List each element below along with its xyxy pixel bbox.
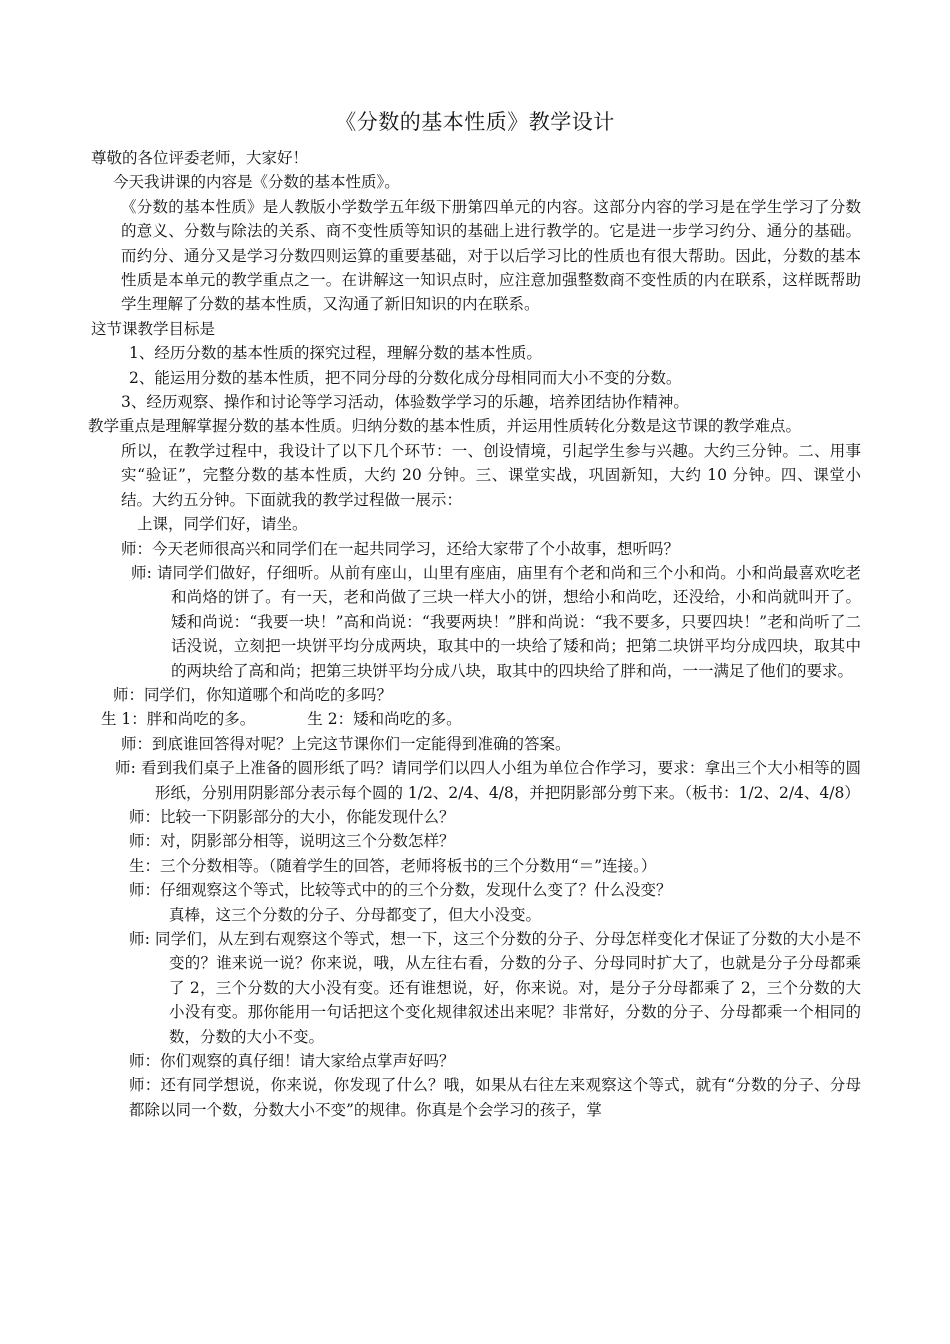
lesson-steps: 所以，在教学过程中，我设计了以下几个环节：一、创设情境，引起学生参与兴趣。大约三分钟。二、用事实“验证”，完整分数的基本性质，大约 20 分钟。三、课堂实战，巩固新知，大约 10 分钟。四、课堂小结。大约五分钟。下面就我的教学过程做一展示： [121, 441, 861, 509]
teacher-rule: 师: 同学们，从左到右观察这个等式，想一下，这三个分数的分子、分母怎样变化才保证了分数的大小是不变的？谁来说一说？你来说，哦，从左往右看，分数的分子、分母同时扩大了，也就是分子分母都乘了 2，三个分数的大小没有变。还有谁想说，好，你来说。对，是分子分母都乘了 2，三个分数的大小没有变。那你能用一句话把这个变化规律叙述出来呢？非常好，分数的分子、分母都乘一个相同的数，分数的大小不变。 [129, 930, 861, 1046]
document-title: 《分数的基本性质》教学设计 [335, 110, 615, 134]
teacher-activity: 师: 看到我们桌子上准备的圆形纸了吗？请同学们以四人小组为单位合作学习，要求：拿出三个大小相等的圆形纸，分别用阴影部分表示每个圆的 1/2、2/4、4/8，并把阴影部分剪下来。（板书：1/2、2/4、4/8） [115, 759, 861, 802]
greeting: 尊敬的各位评委老师，大家好！ [91, 149, 309, 167]
teacher-compare: 师：比较一下阴影部分的大小，你能发现什么？ [129, 807, 455, 826]
teacher-applause: 师：你们观察的真仔细！请大家给点掌声好吗？ [129, 1052, 455, 1071]
teacher-reverse: 师：还有同学想说，你来说，你发现了什么？哦，如果从右往左来观察这个等式，就有“分数的分子、分母都除以同一个数，分数大小不变”的规律。你真是个会学习的孩子，掌 [129, 1076, 861, 1119]
class-start: 上课，同学们好，请坐。 [137, 515, 308, 534]
student-1-answer: 生 1：胖和尚吃的多。 [101, 710, 256, 729]
teacher-line-2: 师：到底谁回答得对呢？上完这节课你们一定能得到准确的答案。 [121, 734, 571, 753]
student-2-answer: 生 2：矮和尚吃的多。 [307, 710, 462, 729]
teacher-observe: 师：仔细观察这个等式，比较等式中的的三个分数，发现什么变了？什么没变？ [129, 881, 672, 900]
goals-heading: 这节课教学目标是 [91, 319, 216, 338]
content-analysis: 《分数的基本性质》是人教版小学数学五年级下册第四单元的内容。这部分内容的学习是在学生学习了分数的意义、分数与除法的关系、商不变性质等知识的基础上进行教学的。它是进一步学习约分、通分的基础。而约分、通分又是学习分数四则运算的重要基础，对于以后学习比的性质也有很大帮助。因此，分数的基本性质是本单元的教学重点之一。在讲解这一知识点时，应注意加强整数商不变性质的内在联系，这样既帮助学生理解了分数的基本性质，又沟通了新旧知识的内在联系。 [121, 197, 861, 314]
student-answers [91, 707, 861, 731]
teacher-question: 师：同学们，你知道哪个和尚吃的多吗？ [113, 685, 393, 704]
teacher-line-1: 师：今天老师很高兴和同学们在一起共同学习，还给大家带了个小故事，想听吗？ [121, 539, 680, 558]
goal-2: 2、能运用分数的基本性质，把不同分母的分数化成分母相同而大小不变的分数。 [129, 368, 682, 387]
goal-1: 1、经历分数的基本性质的探究过程，理解分数的基本性质。 [129, 344, 542, 363]
teacher-praise: 真棒，这三个分数的分子、分母都变了，但大小没变。 [169, 905, 542, 924]
key-points: 教学重点是理解掌握分数的基本性质。归纳分数的基本性质，并运用性质转化分数是这节课的教学难点。 [88, 417, 802, 436]
document-body [88, 146, 861, 1122]
teacher-story: 师: 请同学们做好，仔细听。从前有座山，山里有座庙，庙里有个老和尚和三个小和尚。小和尚最喜欢吃老和尚烙的饼了。有一天，老和尚做了三块一样大小的饼，想给小和尚吃，还没给，小和尚就叫开了。矮和尚说：“我要一块！”高和尚说：“我要两块！”胖和尚说：“我不要多，只要四块！”老和尚听了二话没说，立刻把一块饼平均分成两块，取其中的一块给了矮和尚；把第二块饼平均分成四块，取其中的两块给了高和尚；把第三块饼平均分成八块，取其中的四块给了胖和尚，一一满足了他们的要求。 [131, 563, 861, 680]
student-equal: 生：三个分数相等。（随着学生的回答，老师将板书的三个分数用“＝”连接。） [129, 856, 657, 875]
teacher-equal: 师：对，阴影部分相等，说明这三个分数怎样？ [129, 832, 455, 851]
topic-intro: 今天我讲课的内容是《分数的基本性质》。 [113, 173, 400, 192]
goal-3: 3、经历观察、操作和讨论等学习活动，体验数学学习的乐趣，培养团结协作精神。 [121, 393, 689, 412]
